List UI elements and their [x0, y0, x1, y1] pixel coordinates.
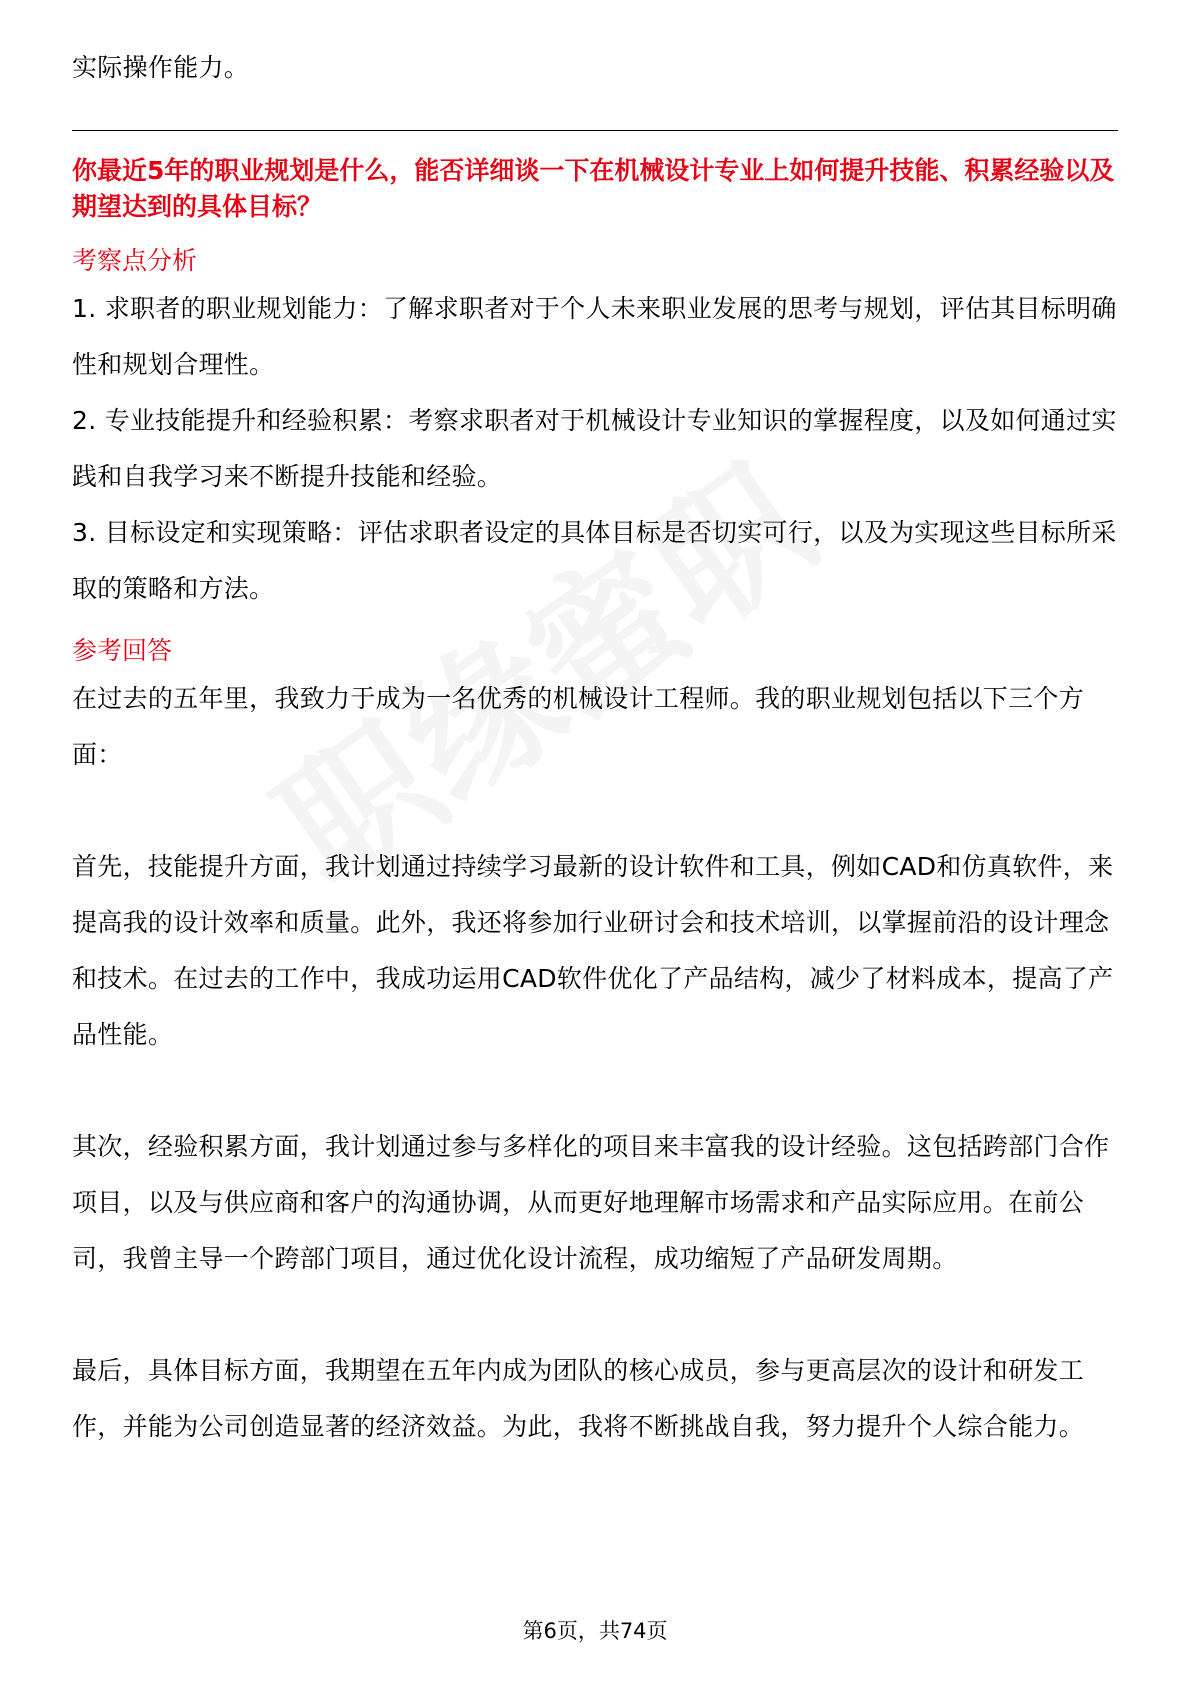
page-number: 第6页，共74页 [522, 1619, 668, 1643]
answer-heading: 参考回答 [72, 636, 173, 665]
page-content [72, 40, 1118, 1455]
answer-paragraph: 最后，具体目标方面，我期望在五年内成为团队的核心成员，参与更高层次的设计和研发工作，并能为公司创造显著的经济效益。为此，我将不断挑战自我，努力提升个人综合能力。 [72, 1356, 1085, 1441]
paragraph-gap [72, 1287, 1118, 1343]
analysis-point: 2. 专业技能提升和经验积累：考察求职者对于机械设计专业知识的掌握程度，以及如何通过实践和自我学习来不断提升技能和经验。 [72, 406, 1117, 491]
paragraph-gap [72, 783, 1118, 839]
answer-paragraph: 在过去的五年里，我致力于成为一名优秀的机械设计工程师。我的职业规划包括以下三个方面： [72, 684, 1085, 769]
analysis-point: 1. 求职者的职业规划能力：了解求职者对于个人未来职业发展的思考与规划，评估其目标明确性和规划合理性。 [72, 294, 1117, 379]
section-divider [72, 130, 1118, 131]
paragraph-gap [72, 1063, 1118, 1119]
answer-paragraph: 其次，经验积累方面，我计划通过参与多样化的项目来丰富我的设计经验。这包括跨部门合作项目，以及与供应商和客户的沟通协调，从而更好地理解市场需求和产品实际应用。在前公司，我曾主导一个跨部门项目，通过优化设计流程，成功缩短了产品研发周期。 [72, 1132, 1110, 1273]
answer-paragraph: 首先，技能提升方面，我计划通过持续学习最新的设计软件和工具，例如CAD和仿真软件，来提高我的设计效率和质量。此外，我还将参加行业研讨会和技术培训，以掌握前沿的设计理念和技术。在过去的工作中，我成功运用CAD软件优化了产品结构，减少了材料成本，提高了产品性能。 [72, 852, 1114, 1049]
analysis-heading: 考察点分析 [72, 246, 198, 275]
interview-question: 你最近5年的职业规划是什么，能否详细谈一下在机械设计专业上如何提升技能、积累经验以及期望达到的具体目标？ [72, 156, 1115, 221]
continued-text: 实际操作能力。 [72, 53, 250, 82]
analysis-point: 3. 目标设定和实现策略：评估求职者设定的具体目标是否切实可行，以及为实现这些目标所采取的策略和方法。 [72, 518, 1117, 603]
